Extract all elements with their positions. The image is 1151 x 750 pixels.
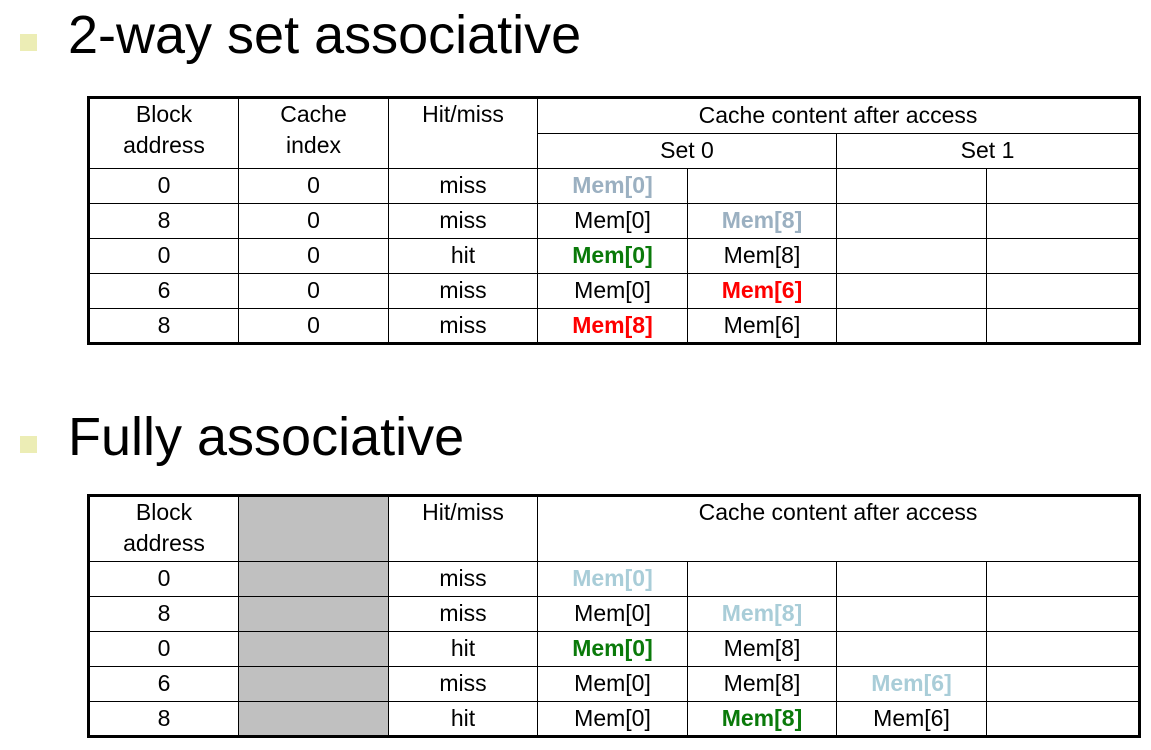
header-block-address-text: Block address xyxy=(123,499,205,557)
cache-content-cell: Mem[6] xyxy=(837,702,987,737)
block-address-cell: 8 xyxy=(89,702,239,737)
hit-miss-cell: miss xyxy=(389,667,538,702)
block-address-cell: 0 xyxy=(89,169,239,204)
cache-content-cell xyxy=(688,274,837,309)
hit-miss-cell: miss xyxy=(389,169,538,204)
cache-content-cell xyxy=(837,274,987,309)
grey-index-column xyxy=(239,667,389,702)
block-address-cell: 0 xyxy=(89,562,239,597)
cache-content-cell: Mem[8] xyxy=(688,632,837,667)
header-set-1 xyxy=(837,134,1140,169)
cache-content-cell xyxy=(837,667,987,702)
header-cache-content-text: Cache content after access xyxy=(698,499,978,525)
table-row xyxy=(89,562,1140,597)
cache-content-cell xyxy=(987,309,1140,344)
cache-content-cell xyxy=(688,597,837,632)
header-hit-miss-text: Hit/miss xyxy=(422,101,504,127)
table-row xyxy=(89,597,1140,632)
replaced-entry-text: Mem[6] xyxy=(721,277,803,304)
cache-index-cell: 0 xyxy=(239,239,389,274)
new-entry-text: Mem[0] xyxy=(572,565,653,592)
cache-content-cell xyxy=(987,169,1140,204)
cache-content-cell xyxy=(987,204,1140,239)
block-address-cell: 6 xyxy=(89,667,239,702)
cache-index-cell: 0 xyxy=(239,169,389,204)
table-row xyxy=(89,274,1140,309)
cache-content-cell xyxy=(987,562,1140,597)
header-set-1-text: Set 1 xyxy=(960,137,1015,164)
cache-content-cell: Mem[0] xyxy=(538,204,688,239)
hit-entry-text: Mem[0] xyxy=(572,635,653,662)
table-row xyxy=(89,309,1140,344)
cache-content-cell xyxy=(987,702,1140,737)
cache-content-cell xyxy=(538,632,688,667)
header-hit-miss xyxy=(389,496,538,562)
bullet-icon xyxy=(20,34,37,51)
header-set-0 xyxy=(538,134,837,169)
cache-content-cell xyxy=(837,309,987,344)
cache-content-cell: Mem[8] xyxy=(688,667,837,702)
cache-index-cell: 0 xyxy=(239,274,389,309)
hit-miss-cell: miss xyxy=(389,309,538,344)
cache-content-cell xyxy=(538,562,688,597)
hit-miss-cell: miss xyxy=(389,597,538,632)
bullet-icon xyxy=(20,436,37,453)
grey-index-column xyxy=(239,597,389,632)
header-set-0-text: Set 0 xyxy=(660,137,714,164)
header-cache-content xyxy=(538,496,1140,562)
cache-content-cell xyxy=(538,169,688,204)
table-row xyxy=(89,169,1140,204)
table-row xyxy=(89,204,1140,239)
cache-index-cell: 0 xyxy=(239,204,389,239)
cache-content-cell xyxy=(538,309,688,344)
cache-content-cell xyxy=(538,239,688,274)
header-block-address-text: Block address xyxy=(123,101,205,159)
header-hit-miss xyxy=(389,98,538,169)
header-block-address xyxy=(89,98,239,169)
new-entry-text: Mem[6] xyxy=(871,670,952,697)
hit-miss-cell: hit xyxy=(389,239,538,274)
cache-content-cell xyxy=(837,239,987,274)
table-row xyxy=(89,632,1140,667)
cache-content-cell xyxy=(987,667,1140,702)
hit-miss-cell: hit xyxy=(389,632,538,667)
block-address-cell: 6 xyxy=(89,274,239,309)
cache-content-cell: Mem[0] xyxy=(538,702,688,737)
new-entry-text: Mem[8] xyxy=(721,600,803,627)
cache-content-cell xyxy=(688,562,837,597)
new-entry-text: Mem[8] xyxy=(721,207,803,234)
hit-entry-text: Mem[0] xyxy=(572,242,653,269)
grey-index-column xyxy=(239,562,389,597)
block-address-cell: 0 xyxy=(89,632,239,667)
header-cache-index xyxy=(239,98,389,169)
grey-index-column xyxy=(239,496,389,562)
cache-content-cell xyxy=(987,239,1140,274)
table-row xyxy=(89,702,1140,737)
section-title-fully-associative: Fully associative xyxy=(68,407,465,467)
cache-content-cell: Mem[0] xyxy=(538,597,688,632)
new-entry-text: Mem[0] xyxy=(572,172,653,199)
cache-content-cell: Mem[0] xyxy=(538,274,688,309)
block-address-cell: 8 xyxy=(89,309,239,344)
header-cache-content xyxy=(538,98,1140,134)
header-cache-index-text: Cache index xyxy=(280,101,347,159)
cache-content-cell xyxy=(688,169,837,204)
replaced-entry-text: Mem[8] xyxy=(572,311,653,338)
cache-content-cell xyxy=(837,597,987,632)
block-address-cell: 0 xyxy=(89,239,239,274)
cache-content-cell xyxy=(688,702,837,737)
hit-miss-cell: miss xyxy=(389,562,538,597)
table-row xyxy=(89,239,1140,274)
table-row xyxy=(89,667,1140,702)
cache-content-cell xyxy=(837,169,987,204)
hit-entry-text: Mem[8] xyxy=(721,704,803,731)
cache-content-cell xyxy=(837,562,987,597)
cache-content-cell xyxy=(987,274,1140,309)
fully-associative-cache-table xyxy=(87,494,1141,738)
cache-content-cell xyxy=(837,632,987,667)
cache-content-cell xyxy=(688,204,837,239)
hit-miss-cell: hit xyxy=(389,702,538,737)
block-address-cell: 8 xyxy=(89,204,239,239)
grey-index-column xyxy=(239,632,389,667)
header-block-address xyxy=(89,496,239,562)
two-way-cache-table xyxy=(87,96,1141,345)
hit-miss-cell: miss xyxy=(389,274,538,309)
header-hit-miss-text: Hit/miss xyxy=(422,499,504,525)
header-cache-content-text: Cache content after access xyxy=(698,102,978,129)
cache-index-cell: 0 xyxy=(239,309,389,344)
cache-content-cell: Mem[0] xyxy=(538,667,688,702)
cache-content-cell: Mem[6] xyxy=(688,309,837,344)
grey-index-column xyxy=(239,702,389,737)
cache-content-cell xyxy=(987,632,1140,667)
hit-miss-cell: miss xyxy=(389,204,538,239)
block-address-cell: 8 xyxy=(89,597,239,632)
section-title-2-way: 2-way set associative xyxy=(68,5,582,65)
cache-content-cell: Mem[8] xyxy=(688,239,837,274)
cache-content-cell xyxy=(987,597,1140,632)
cache-content-cell xyxy=(837,204,987,239)
